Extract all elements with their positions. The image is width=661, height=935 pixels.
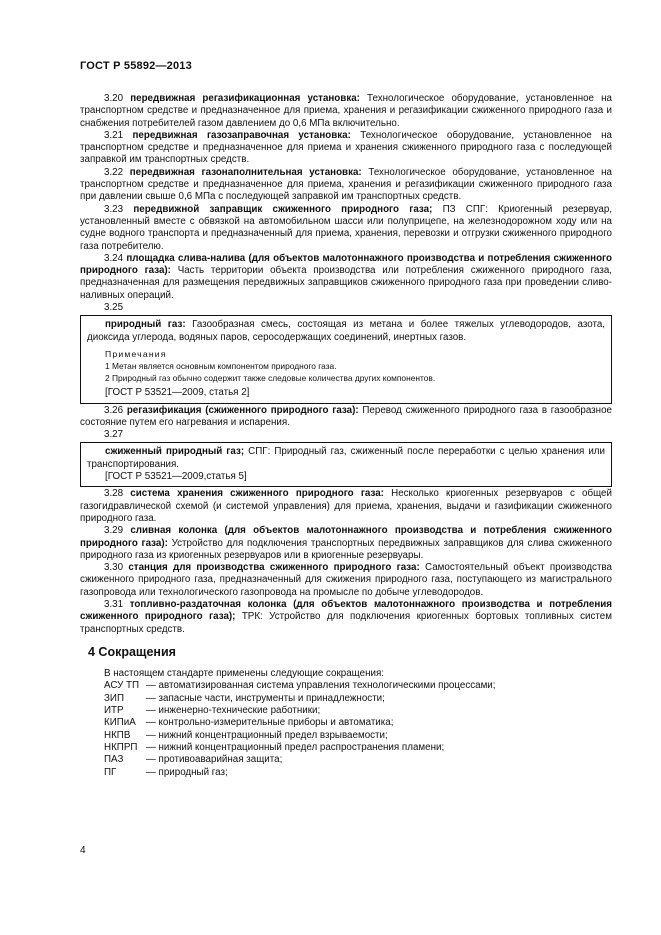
note-2: 2 Природный газ обычно содержит также следовые количества других компонентов. bbox=[105, 372, 436, 383]
abbreviation-definition: — природный газ; bbox=[146, 766, 228, 778]
abbreviation-item bbox=[104, 767, 612, 779]
abbreviation-definition: — запасные части, инструменты и принадлежности; bbox=[146, 692, 385, 704]
document-body bbox=[80, 93, 612, 779]
abbreviation: АСУ ТП bbox=[104, 680, 140, 692]
term-definition: Часть территории объекта производства или потребления сжиженного природного газа, предназначенная для размещения передвижных заправщиков сжиженного природного газа при проведении сливо-наливных операций. bbox=[80, 265, 612, 301]
abbreviation-definition: — противоаварийная защита; bbox=[146, 754, 283, 766]
term-3-23 bbox=[80, 204, 612, 253]
term-definition: Устройство для подключения транспортных передвижных заправщиков для слива сжиженного природного газа из криогенных резервуаров или в криогенные резервуары. bbox=[80, 537, 612, 561]
notes-title: Примечания bbox=[105, 348, 167, 359]
abbreviation-item bbox=[104, 680, 612, 692]
source-reference: [ГОСТ Р 53521—2009,статья 5] bbox=[105, 471, 247, 483]
abbreviation: ИТР bbox=[104, 705, 124, 717]
term-name: природный газ: bbox=[105, 319, 186, 331]
term-3-24 bbox=[80, 253, 612, 302]
term-definition: Технологическое оборудование, установленное на транспортном средстве и предназначенное для приема, хранения и регазификации сжиженного природного газа при давлении свыше 0,6 МПа с последующей заправкой им транспортных средств. bbox=[80, 166, 612, 203]
abbreviation-item bbox=[104, 730, 612, 742]
term-number: 3.29 bbox=[104, 525, 124, 537]
page-number: 4 bbox=[80, 845, 86, 856]
term-definition: ТРК: Устройство для подключения криогенных бортовых топливных систем транспортных средств. bbox=[80, 611, 612, 635]
term-name: регазификация (сжиженного природного газа): bbox=[126, 404, 359, 416]
term-name: система хранения сжиженного природного газа: bbox=[130, 488, 384, 500]
term-definition: Технологическое оборудование, установленное на транспортном средстве и предназначенное для приема, хранения и регазификации сжиженного природного газа и снабжения потребителей газом давлением до 0,6 МПа включительно. bbox=[80, 93, 612, 129]
abbreviation-definition: — автоматизированная система управления технологическими процессами; bbox=[146, 680, 496, 692]
abbreviation: ПАЗ bbox=[104, 754, 124, 766]
term-name: сливная колонка (для объектов малотоннажного производства и потребления сжиженного природного газа): bbox=[80, 525, 612, 549]
abbreviation-item bbox=[104, 693, 612, 705]
term-definition: СПГ: Природный газ, сжиженный после переработки с целью хранения или транспортирования. bbox=[87, 446, 605, 470]
section-heading-abbreviations: 4 Сокращения bbox=[88, 644, 176, 659]
term-3-25-number: 3.25 bbox=[104, 302, 124, 314]
abbreviation-definition: — нижний концентрационный предел взрываемости; bbox=[146, 729, 388, 741]
term-definition: Перевод сжиженного природного газа в газообразное состояние путем его нагревания и испарения. bbox=[80, 404, 612, 428]
term-3-25 bbox=[87, 319, 605, 344]
abbreviations-intro: В настоящем стандарте применены следующие сокращения: bbox=[104, 668, 384, 680]
abbreviation-item bbox=[104, 742, 612, 754]
abbreviation: ПГ bbox=[104, 766, 117, 778]
term-name: передвижная газозаправочная установка: bbox=[132, 129, 351, 141]
term-name: площадка слива-налива (для объектов малотоннажного производства и потребления сжиженного природного газа): bbox=[80, 252, 612, 277]
term-3-27 bbox=[87, 446, 605, 471]
term-3-20 bbox=[80, 93, 612, 130]
term-definition: Технологическое оборудование, установленное на транспортном средстве и предназначенное для приема и хранения сжиженного природного газа с последующей заправкой им транспортных средств. bbox=[80, 129, 612, 166]
term-number: 3.30 bbox=[104, 562, 124, 574]
term-3-28 bbox=[80, 488, 612, 525]
abbreviation-item bbox=[104, 754, 612, 766]
term-name: передвижная регазификационная установка: bbox=[130, 93, 360, 104]
note-1: 1 Метан является основным компонентом природного газа. bbox=[105, 361, 337, 372]
term-number: 3.21 bbox=[104, 129, 124, 141]
abbreviation-definition: — инженерно-технические работники; bbox=[146, 705, 321, 717]
term-name: передвижная газонаполнительная установка: bbox=[129, 166, 362, 178]
term-3-30 bbox=[80, 562, 612, 599]
abbreviation: НКПРП bbox=[104, 741, 138, 753]
term-3-29 bbox=[80, 525, 612, 562]
term-number: 3.24 bbox=[104, 252, 124, 264]
abbreviation: КИПиА bbox=[104, 717, 136, 729]
page-header: ГОСТ Р 55892—2013 bbox=[80, 60, 192, 72]
term-3-21 bbox=[80, 130, 612, 167]
abbreviation-definition: — контрольно-измерительные приборы и автоматика; bbox=[146, 717, 394, 729]
term-3-31 bbox=[80, 599, 612, 636]
term-number: 3.23 bbox=[104, 203, 124, 215]
term-3-27-number: 3.27 bbox=[104, 429, 124, 441]
term-definition: Газообразная смесь, состоящая из метана и более тяжелых углеводородов, азота, диоксида углерода, водяных паров, серосодержащих соединений, инертных газов. bbox=[87, 319, 605, 343]
term-definition: Самостоятельный объект производства сжиженного природного газа, предназначенный для сжижения природного газа, поступающего из магистрального газопровода или технологического газопровода на промысле по добыче углеводородов. bbox=[80, 562, 612, 598]
term-3-26 bbox=[80, 405, 612, 430]
source-reference: [ГОСТ Р 53521—2009, статья 2] bbox=[105, 387, 250, 399]
term-3-22 bbox=[80, 167, 612, 204]
abbreviation: НКПВ bbox=[104, 729, 131, 741]
abbreviation-item bbox=[104, 705, 612, 717]
term-name: станция для производства сжиженного природного газа: bbox=[128, 562, 420, 574]
term-number: 3.26 bbox=[104, 404, 124, 416]
term-name: сжиженный природный газ; bbox=[105, 446, 245, 458]
term-number: 3.20 bbox=[104, 93, 124, 104]
term-number: 3.28 bbox=[104, 488, 124, 500]
definition-box-lng bbox=[80, 442, 612, 487]
term-definition: ПЗ СПГ: Криогенный резервуар, установленный вместе с обвязкой на автомобильном шасси или полуприцепе, на железнодорожном ходу или на судне водного транспорта и предназначенный для приема, хранения, перевозки и отгрузки сжиженного природного газа потребителю. bbox=[80, 203, 612, 252]
term-number: 3.31 bbox=[104, 598, 124, 610]
term-name: передвижной заправщик сжиженного природного газа; bbox=[133, 203, 433, 215]
term-name: топливно-раздаточная колонка (для объектов малотоннажного производства и потребления сжиженного природного газа); bbox=[80, 598, 612, 623]
abbreviation-definition: — нижний концентрационный предел распространения пламени; bbox=[146, 741, 445, 753]
abbreviation: ЗИП bbox=[104, 692, 125, 704]
abbreviation-item bbox=[104, 717, 612, 729]
definition-box-natural-gas bbox=[80, 315, 612, 403]
term-number: 3.22 bbox=[104, 166, 124, 178]
term-definition: Несколько криогенных резервуаров с общей газогидравлической схемой (и системой управления) для приема, хранения, выдачи и газификации сжиженного природного газа. bbox=[80, 488, 612, 524]
